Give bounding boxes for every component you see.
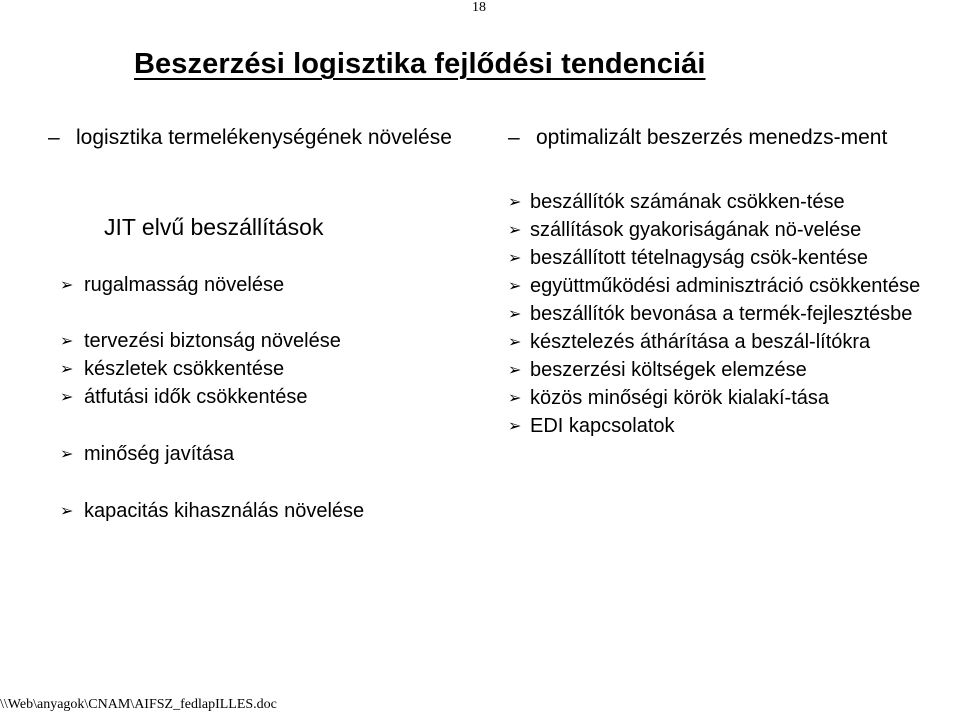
list-item: ➢ beszállítók számának csökken-tése <box>508 188 952 216</box>
arrowhead-bullet-icon: ➢ <box>508 416 522 435</box>
file-path-footer: \\Web\anyagok\CNAM\AIFSZ_fedlapILLES.doc <box>0 697 277 712</box>
list-item: ➢ beszállítók bevonása a termék-fejlesztésbe <box>508 300 952 328</box>
list-item: ➢ minőség javítása <box>60 440 234 468</box>
arrowhead-bullet-icon: ➢ <box>508 360 522 379</box>
list-item: ➢ EDI kapcsolatok <box>508 412 952 440</box>
list-item: ➢ beszállított tételnagyság csök-kentése <box>508 244 952 272</box>
list-item: ➢ szállítások gyakoriságának nö-velése <box>508 216 952 244</box>
arrowhead-bullet-icon: ➢ <box>60 359 74 378</box>
list-item: ➢ készletek csökkentése <box>60 355 284 383</box>
dash-icon: – <box>508 126 520 149</box>
arrowhead-bullet-icon: ➢ <box>508 192 522 211</box>
right-heading-text: optimalizált beszerzés menedzs-ment <box>536 126 888 149</box>
jit-subheading: JIT elvű beszállítások <box>104 214 324 240</box>
list-item: ➢ kapacitás kihasználás növelése <box>60 497 364 525</box>
arrowhead-bullet-icon: ➢ <box>60 501 74 520</box>
dash-icon: – <box>48 126 60 149</box>
right-column <box>508 124 952 440</box>
arrowhead-bullet-icon: ➢ <box>508 332 522 351</box>
left-heading <box>48 124 460 152</box>
list-item: ➢ késztelezés áthárítása a beszál-lítókra <box>508 328 952 356</box>
right-heading <box>508 124 952 152</box>
arrowhead-bullet-icon: ➢ <box>60 275 74 294</box>
arrowhead-bullet-icon: ➢ <box>508 304 522 323</box>
list-item: ➢ együttműködési adminisztráció csökkentése <box>508 272 952 300</box>
arrowhead-bullet-icon: ➢ <box>508 248 522 267</box>
arrowhead-bullet-icon: ➢ <box>60 387 74 406</box>
page-title: Beszerzési logisztika fejlődési tendenciái <box>134 48 706 80</box>
left-heading-text: logisztika termelékenységének növelése <box>76 126 452 149</box>
list-item: ➢ tervezési biztonság növelése <box>60 327 341 355</box>
arrowhead-bullet-icon: ➢ <box>508 220 522 239</box>
arrowhead-bullet-icon: ➢ <box>508 388 522 407</box>
arrowhead-bullet-icon: ➢ <box>60 444 74 463</box>
page-number: 18 <box>472 0 486 15</box>
list-item: ➢ közös minőségi körök kialakí-tása <box>508 384 952 412</box>
list-item: ➢ beszerzési költségek elemzése <box>508 356 952 384</box>
left-column <box>48 124 460 152</box>
list-item: ➢ átfutási idők csökkentése <box>60 383 307 411</box>
list-item: ➢ rugalmasság növelése <box>60 271 284 299</box>
arrowhead-bullet-icon: ➢ <box>508 276 522 295</box>
arrowhead-bullet-icon: ➢ <box>60 331 74 350</box>
